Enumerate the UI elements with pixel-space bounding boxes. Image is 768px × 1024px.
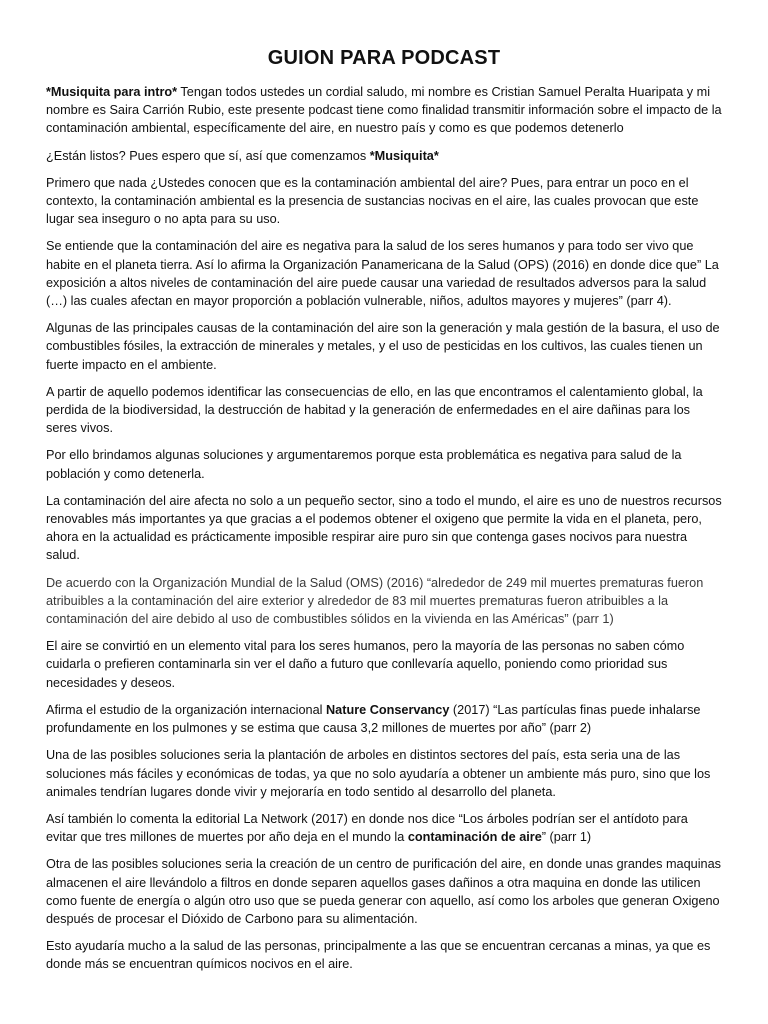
paragraph-tree-planting: Una de las posibles soluciones seria la plantación de arboles en distintos sectores del país, esta seria una de las soluciones más fáciles y económicas de todas, ya que no solo ayudaría a obtener un ambiente más puro, sino que los animales tendrían lugares donde vivir y mejoraría en todo sentido al desarrollo del planeta. bbox=[46, 748, 711, 799]
paragraph-purification-center: Otra de las posibles soluciones seria la creación de un centro de purificación del aire, en donde unas grandes maquinas almacenen el aire llevándolo a filtros en donde separen aquellos gases dañinos a otra maquina en donde las utilicen como fuente de energía o algún otro uso que se pueda generar con aquello, así como los arboles que generan Oxigeno después de procesar el Dióxido de Carbono para su alimentación. bbox=[46, 857, 721, 926]
ln-bold: contaminación de aire bbox=[407, 830, 542, 845]
paragraph-la-network bbox=[46, 810, 722, 846]
paragraph-consequences: A partir de aquello podemos identificar las consecuencias de ello, en las que encontramos el calentamiento global, la perdida de la biodiversidad, la destrucción de habitad y la generación de enfermedades en el aire dañinas para los seres vivos. bbox=[46, 384, 703, 436]
paragraph-ops-quote: Se entiende que la contaminación del aire es negativa para la salud de los seres humanos y para todo ser vivo que habite en el planeta tierra. Así lo afirma la Organización Panamericana de la Salud (OPS) (2016) en donde dice que” La exposición a altos niveles de contaminación del aire puede causar una variedad de resultados adversos para la salud (…) las cuales afectan en mayor proporción a población vulnerable, niños, adultos mayores y mujeres” (parr 4). bbox=[46, 239, 719, 309]
paragraph-oms-quote: De acuerdo con la Organización Mundial de la Salud (OMS) (2016) “alrededor de 249 mil muertes prematuras fueron atribuibles a la contaminación del aire exterior y alrededor de 83 mil muertes prematuras fueron atribuibles a la contaminación del aire debido al uso de combustibles sólidos en la vivienda en las Américas” (parr 1) bbox=[46, 575, 704, 627]
intro-music-cue: *Musiquita para intro* bbox=[46, 85, 178, 99]
nc-before: Afirma el estudio de la organización internacional bbox=[46, 702, 326, 717]
paragraph-intro bbox=[46, 83, 722, 138]
document-title: GUION PARA PODCAST bbox=[267, 47, 501, 69]
paragraph-conclusion: Esto ayudaría mucho a la salud de las personas, principalmente a las que se encuentran cercanas a minas, ya que es donde más se encuentran químicos nocivos en el aire. bbox=[46, 939, 711, 972]
paragraph-ready bbox=[46, 147, 722, 165]
paragraph-vital-element: El aire se convirtió en un elemento vital para los seres humanos, pero la mayoría de las personas no saben cómo cuidarla o prefieren contaminarla sin ver el daño a futuro que conllevaría aquello, poniendo como prioridad sus necesidades y deseos. bbox=[46, 639, 685, 690]
paragraph-causes: Algunas de las principales causas de la contaminación del aire son la generación y mala gestión de la basura, el uso de combustibles fósiles, la extracción de minerales y metales, y el uso de pesticidas en los cultivos, las cuales tienen un fuerte impacto en el ambiente. bbox=[46, 321, 720, 372]
ln-before: Así también lo comenta la editorial La Network (2017) en donde nos dice “Los árboles podrían ser el antídoto para evitar que tres millones de muertes por año deja en el mundo la bbox=[46, 811, 688, 845]
intro-text: Tengan todos ustedes un cordial saludo, mi nombre es Cristian Samuel Peralta Huaripata y mi nombre es Saira Carrión Rubio, este presente podcast tiene como finalidad transmitir información sobre el impacto de la contaminación ambiental, específicamente del aire, en nuestro país y como es que podemos detenerlo bbox=[46, 85, 722, 136]
paragraph-nature-conservancy bbox=[46, 701, 722, 737]
ready-text: ¿Están listos? Pues espero que sí, así que comenzamos bbox=[46, 148, 370, 163]
paragraph-global-impact: La contaminación del aire afecta no solo a un pequeño sector, sino a todo el mundo, el aire es uno de nuestros recursos renovables más importantes ya que gracias a el podemos obtener el oxigeno que permite la vida en el planeta, pero, ahora en la actualidad es prácticamente imposible respirar aire puro sin que contenga gases nocivos para nuestra salud. bbox=[46, 493, 722, 563]
paragraph-definition: Primero que nada ¿Ustedes conocen que es la contaminación ambiental del aire? Pues, para entrar un poco en el contexto, la contaminación ambiental es la presencia de sustancias nocivas en el aire, las cuales provocan que este lugar sea inseguro o no apta para su uso. bbox=[46, 175, 699, 227]
music-cue: *Musiquita* bbox=[369, 148, 439, 163]
nc-after: (2017) “Las partículas finas puede inhalarse profundamente en los pulmones y se estima que causa 3,2 millones de muertes por año” (parr 2) bbox=[46, 702, 701, 736]
ln-after: ” (parr 1) bbox=[541, 830, 592, 845]
nc-bold: Nature Conservancy bbox=[326, 702, 450, 717]
paragraph-solutions-intro: Por ello brindamos algunas soluciones y argumentaremos porque esta problemática es negativa para salud de la población y como detenerla. bbox=[46, 448, 682, 481]
